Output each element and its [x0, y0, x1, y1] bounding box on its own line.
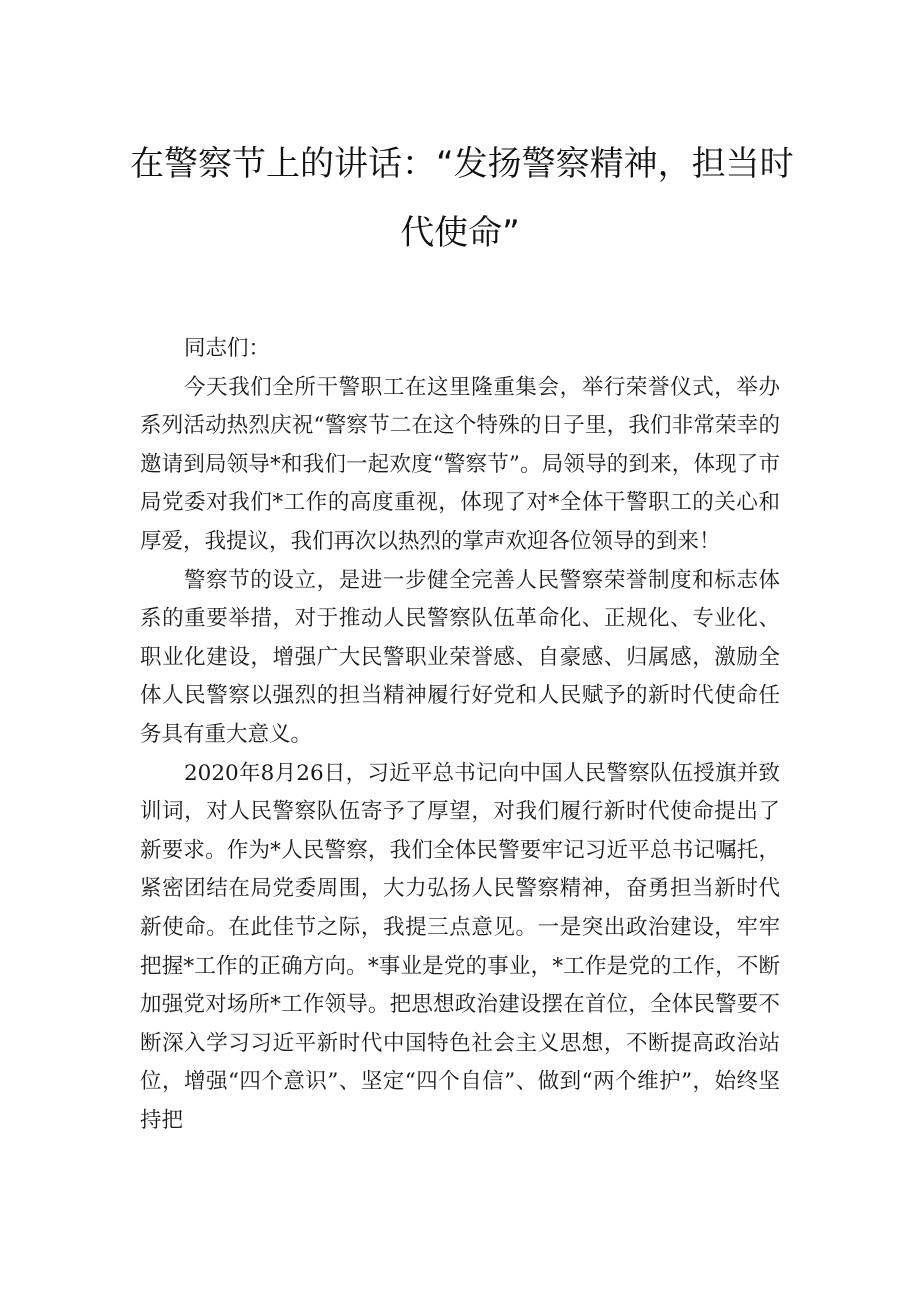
paragraph-2: 警察节的设立，是进一步健全完善人民警察荣誉制度和标志体系的重要举措，对于推动人民警察队伍革命化、正规化、专业化、职业化建设，增强广大民警职业荣誉感、自豪感、归属感，激励全体人民警察以强烈的担当精神履行好党和人民赋予的新时代使命任务具有重大意义。: [140, 567, 780, 747]
document-title-line-1: 在警察节上的讲话：“发扬警察精神，担当时: [130, 144, 794, 184]
paragraph-1: 今天我们全所干警职工在这里隆重集会，举行荣誉仪式，举办系列活动热烈庆祝“警察节二在这个特殊的日子里，我们非常荣幸的邀请到局领导*和我们一起欢度“警察节”。局领导的到来，体现了市局党委对我们*工作的高度重视，体现了对*全体干警职工的关心和厚爱，我提议，我们再次以热烈的掌声欢迎各位领导的到来！: [140, 374, 780, 554]
document-body: [140, 330, 780, 1140]
paragraph-3: 2020年8月26日，习近平总书记向中国人民警察队伍授旗并致训词，对人民警察队伍寄予了厚望，对我们履行新时代使命提出了新要求。作为*人民警察，我们全体民警要牢记习近平总书记嘱托，紧密团结在局党委周围，大力弘扬人民警察精神，奋勇担当新时代新使命。在此佳节之际，我提三点意见。一是突出政治建设，牢牢把握*工作的正确方向。*事业是党的事业，*工作是党的工作，不断加强党对场所*工作领导。把思想政治建设摆在首位，全体民警要不断深入学习习近平新时代中国特色社会主义思想，不断提高政治站位，增强“四个意识”、坚定“四个自信”、做到“两个维护”，始终坚持把: [140, 760, 780, 1133]
salutation: 同志们：: [184, 336, 271, 361]
document-title-line-2: 代使命”: [400, 213, 520, 253]
